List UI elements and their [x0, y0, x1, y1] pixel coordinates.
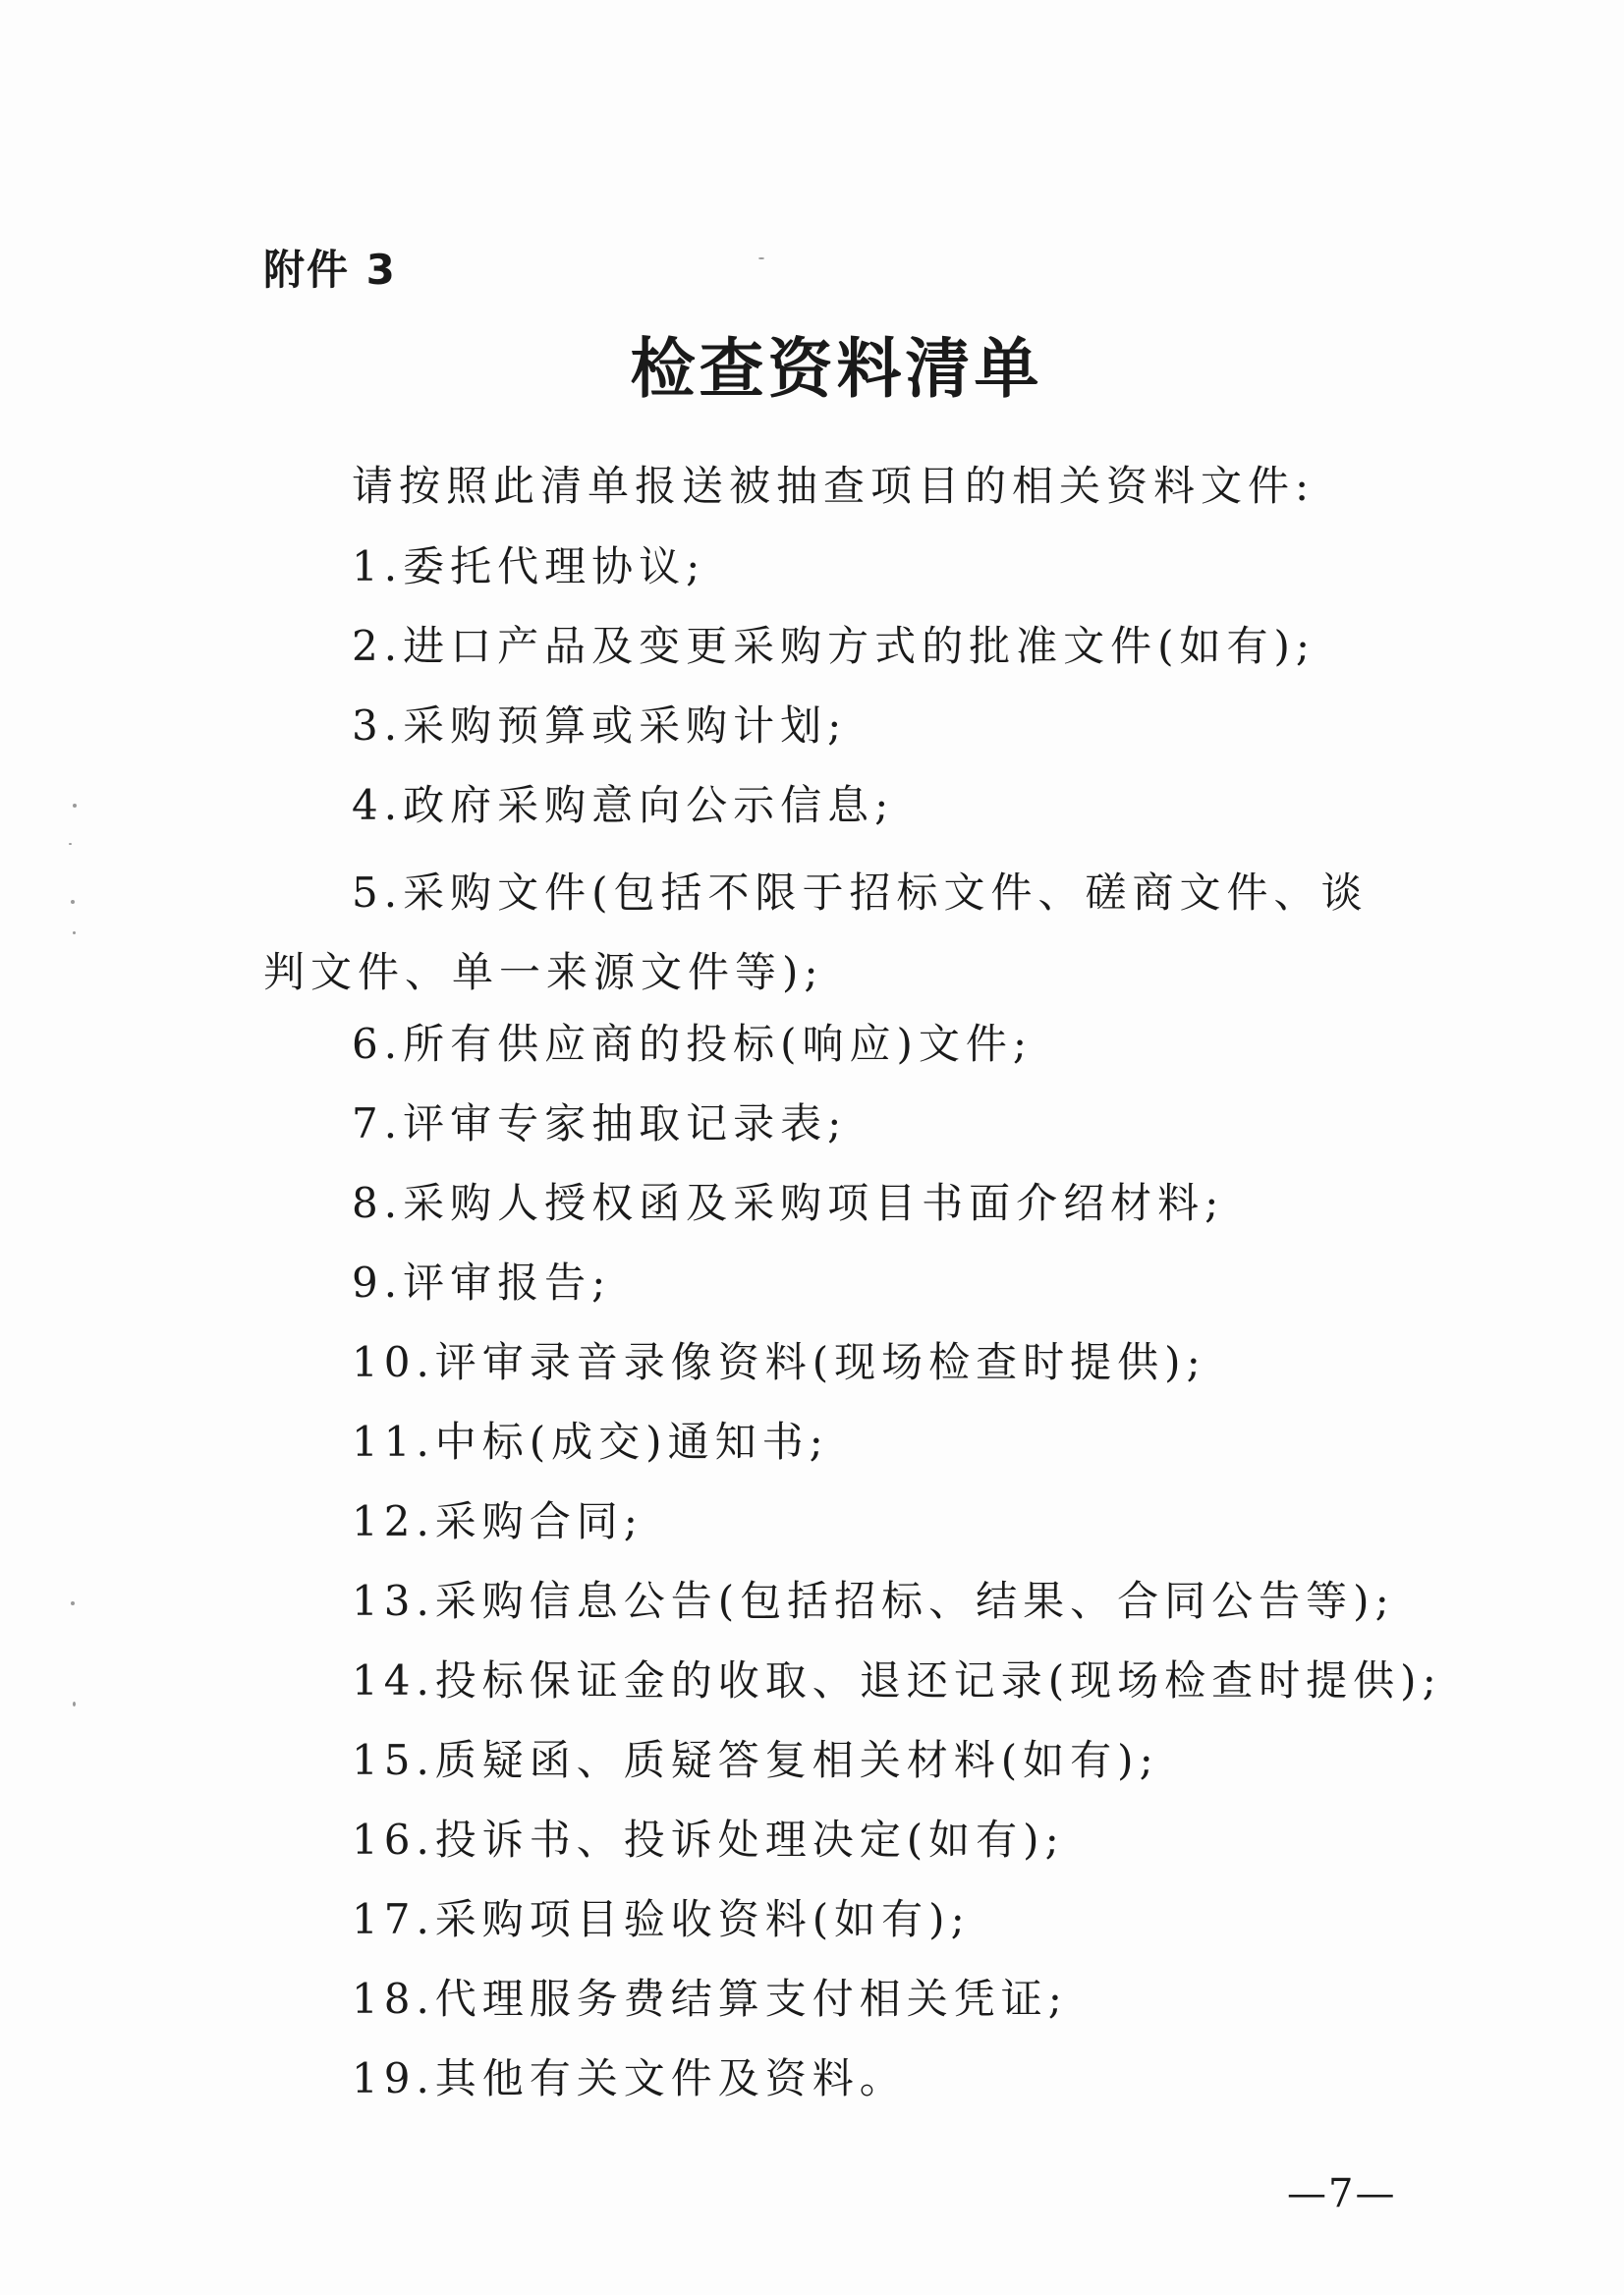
list-item-text: 14.投标保证金的收取、退还记录(现场检查时提供); [352, 1656, 1442, 1705]
list-item-text: 11.中标(成交)通知书; [352, 1418, 829, 1466]
list-item [0, 614, 1624, 694]
list-item-text: 3.采购预算或采购计划; [352, 701, 848, 750]
list-item [0, 694, 1624, 773]
list-item [0, 1012, 1624, 1092]
list-item-text: 15.质疑函、质疑答复相关材料(如有); [352, 1736, 1159, 1784]
list-item [0, 1171, 1624, 1251]
list-item [0, 1410, 1624, 1489]
list-item [0, 1330, 1624, 1410]
list-item-text: 19.其他有关文件及资料。 [352, 2054, 907, 2102]
scan-speck [758, 257, 764, 259]
list-item [0, 1808, 1624, 1887]
list-item-text: 9.评审报告; [352, 1259, 612, 1307]
list-item-text: 10.评审录音录像资料(现场检查时提供); [352, 1338, 1206, 1386]
page-number: —7— [1287, 2171, 1397, 2216]
list-item-text: 7.评审专家抽取记录表; [352, 1099, 848, 1148]
list-item [0, 1092, 1624, 1171]
list-item [0, 1967, 1624, 2046]
list-item-text: 4.政府采购意向公示信息; [352, 781, 895, 829]
list-item [0, 853, 1624, 1012]
scan-speck [73, 1702, 76, 1707]
intro-paragraph: 请按照此清单报送被抽查项目的相关资料文件: [352, 462, 1316, 510]
list-item [0, 773, 1624, 853]
attachment-label: 附件 3 [263, 246, 397, 294]
checklist [0, 534, 1624, 2126]
list-item-text: 5.采购文件(包括不限于招标文件、磋商文件、谈判文件、单一来源文件等); [263, 868, 1369, 996]
list-item-text: 18.代理服务费结算支付相关凭证; [352, 1975, 1068, 2023]
list-item-text: 2.进口产品及变更采购方式的批准文件(如有); [352, 622, 1316, 670]
scan-speck [73, 931, 76, 934]
scan-speck [73, 804, 77, 808]
list-item [0, 2046, 1624, 2126]
list-item [0, 534, 1624, 614]
scan-speck [69, 843, 72, 845]
list-item-text: 12.采购合同; [352, 1497, 644, 1545]
list-item [0, 1649, 1624, 1728]
list-item-text: 13.采购信息公告(包括招标、结果、合同公告等); [352, 1577, 1395, 1625]
scan-speck [71, 900, 75, 904]
list-item [0, 1489, 1624, 1569]
list-item [0, 1251, 1624, 1330]
list-item [0, 1569, 1624, 1649]
list-item-text: 16.投诉书、投诉处理决定(如有); [352, 1816, 1065, 1864]
list-item [0, 1728, 1624, 1808]
list-item-text: 8.采购人授权函及采购项目书面介绍材料; [352, 1179, 1225, 1227]
document-title: 检查资料清单 [630, 330, 1043, 407]
list-item-text: 6.所有供应商的投标(响应)文件; [352, 1020, 1033, 1068]
scan-speck [71, 1601, 75, 1605]
list-item-text: 17.采购项目验收资料(如有); [352, 1895, 971, 1943]
list-item-text: 1.委托代理协议; [352, 542, 706, 590]
list-item [0, 1887, 1624, 1967]
